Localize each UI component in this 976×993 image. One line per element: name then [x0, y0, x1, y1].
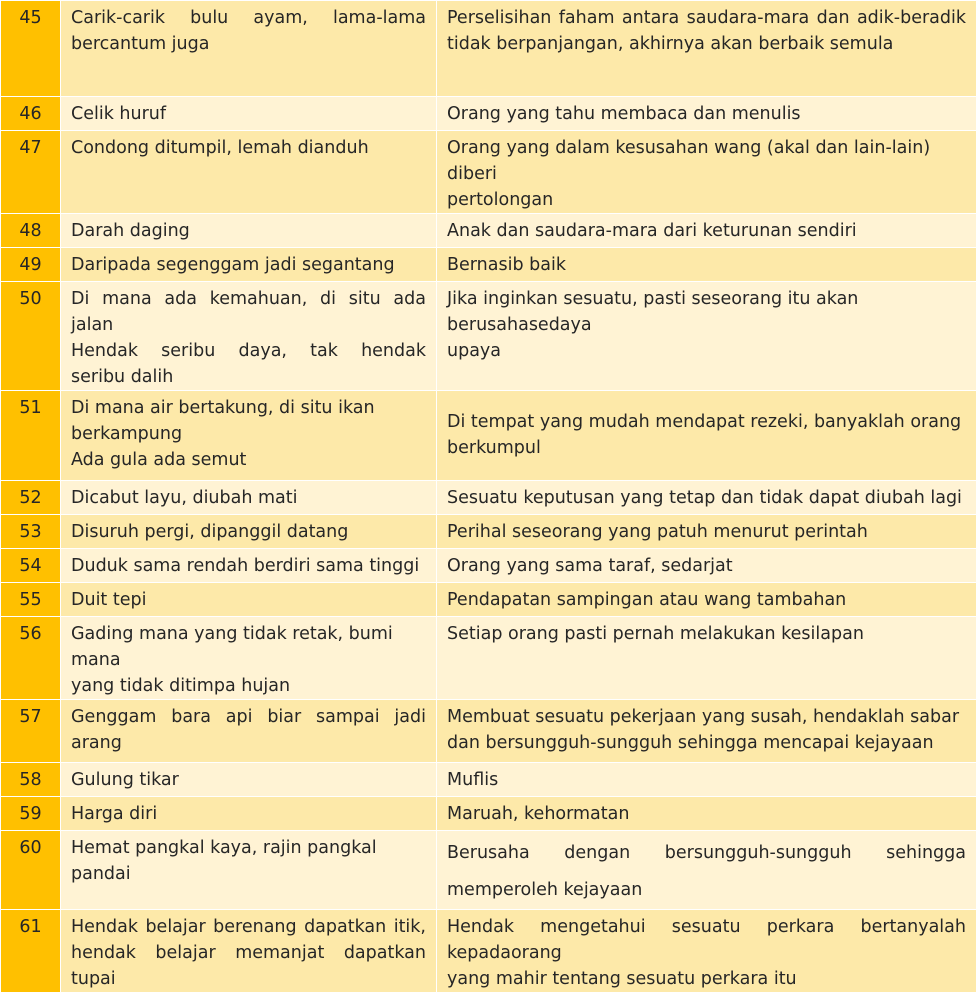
- row-number: 60: [1, 831, 61, 910]
- proverb-line: Celik huruf: [71, 101, 426, 127]
- meaning-line: Di tempat yang mudah mendapat rezeki, banyaklah orang: [447, 409, 966, 435]
- row-number: 58: [1, 763, 61, 797]
- proverb-cell: [61, 282, 437, 391]
- meaning-line: memperoleh kejayaan: [447, 872, 966, 909]
- table-row: [1, 797, 976, 831]
- proverb-cell: [61, 797, 437, 831]
- meaning-line: Orang yang tahu membaca dan menulis: [447, 101, 966, 127]
- meaning-cell: [437, 831, 976, 910]
- meaning-line: berkumpul: [447, 435, 966, 461]
- table-row: [1, 97, 976, 131]
- proverb-cell: [61, 391, 437, 481]
- meaning-cell: [437, 282, 976, 391]
- row-number: 53: [1, 515, 61, 549]
- proverb-cell: [61, 1, 437, 97]
- proverb-line: Di mana air bertakung, di situ ikan: [71, 395, 426, 421]
- table-row: [1, 617, 976, 700]
- meaning-cell: [437, 481, 976, 515]
- proverb-cell: [61, 617, 437, 700]
- proverb-cell: [61, 700, 437, 763]
- row-number: 52: [1, 481, 61, 515]
- proverb-cell: [61, 248, 437, 282]
- row-number: 47: [1, 131, 61, 214]
- meaning-line: Pendapatan sampingan atau wang tambahan: [447, 587, 966, 613]
- row-number: 59: [1, 797, 61, 831]
- proverb-cell: [61, 214, 437, 248]
- meaning-line: Sesuatu keputusan yang tetap dan tidak dapat diubah lagi: [447, 485, 966, 511]
- proverb-line: Duit tepi: [71, 587, 426, 613]
- proverb-line: Hendak belajar berenang dapatkan itik,: [71, 914, 426, 940]
- row-number: 46: [1, 97, 61, 131]
- meaning-cell: [437, 248, 976, 282]
- table-row: [1, 248, 976, 282]
- meaning-cell: [437, 97, 976, 131]
- proverb-line: seribu dalih: [71, 364, 426, 390]
- meaning-line: Membuat sesuatu pekerjaan yang susah, hendaklah sabar: [447, 704, 966, 730]
- proverb-line: Carik-carik bulu ayam, lama-lama: [71, 5, 426, 31]
- meaning-line: Orang yang dalam kesusahan wang (akal dan lain-lain) diberi: [447, 135, 966, 187]
- meaning-cell: [437, 910, 976, 993]
- proverb-line: Di mana ada kemahuan, di situ ada jalan: [71, 286, 426, 338]
- table-row: [1, 910, 976, 993]
- meaning-line: Maruah, kehormatan: [447, 801, 966, 827]
- meaning-line: Hendak mengetahui sesuatu perkara bertanyalah kepadaorang: [447, 914, 966, 966]
- proverb-line: Hendak seribu daya, tak hendak: [71, 338, 426, 364]
- meaning-cell: [437, 214, 976, 248]
- meaning-line: Perihal seseorang yang patuh menurut perintah: [447, 519, 966, 545]
- proverb-line: Harga diri: [71, 801, 426, 827]
- table-row: [1, 763, 976, 797]
- table-row: [1, 391, 976, 481]
- meaning-cell: [437, 700, 976, 763]
- meaning-line: Bernasib baik: [447, 252, 966, 278]
- proverb-line: Gulung tikar: [71, 767, 426, 793]
- meaning-line: Muflis: [447, 767, 966, 793]
- meaning-cell: [437, 583, 976, 617]
- meaning-cell: [437, 1, 976, 97]
- proverb-cell: [61, 515, 437, 549]
- row-number: 61: [1, 910, 61, 993]
- proverb-cell: [61, 97, 437, 131]
- table-row: [1, 549, 976, 583]
- meaning-line: dan bersungguh-sungguh sehingga mencapai kejayaan: [447, 730, 966, 756]
- table-row: [1, 700, 976, 763]
- meaning-cell: [437, 763, 976, 797]
- row-number: 48: [1, 214, 61, 248]
- row-number: 55: [1, 583, 61, 617]
- row-number: 54: [1, 549, 61, 583]
- proverb-cell: [61, 910, 437, 993]
- meaning-line: Jika inginkan sesuatu, pasti seseorang itu akan berusahasedaya: [447, 286, 966, 338]
- table-row: [1, 1, 976, 97]
- meaning-line: Berusaha dengan bersungguh-sungguh sehingga: [447, 835, 966, 872]
- table-row: [1, 515, 976, 549]
- proverb-cell: [61, 131, 437, 214]
- proverb-line: hendak belajar memanjat dapatkan tupai: [71, 940, 426, 992]
- row-number: 57: [1, 700, 61, 763]
- proverb-line: Duduk sama rendah berdiri sama tinggi: [71, 553, 426, 579]
- table-row: [1, 583, 976, 617]
- table-row: [1, 481, 976, 515]
- meaning-line: Orang yang sama taraf, sedarjat: [447, 553, 966, 579]
- proverb-cell: [61, 763, 437, 797]
- meaning-line: tidak berpanjangan, akhirnya akan berbaik semula: [447, 31, 966, 57]
- table-row: [1, 282, 976, 391]
- row-number: 56: [1, 617, 61, 700]
- table-row: [1, 214, 976, 248]
- proverb-line: yang tidak ditimpa hujan: [71, 673, 426, 699]
- proverb-line: Condong ditumpil, lemah dianduh: [71, 135, 426, 161]
- proverb-line: berkampung: [71, 421, 426, 447]
- proverb-line: Hemat pangkal kaya, rajin pangkal pandai: [71, 835, 426, 887]
- meaning-cell: [437, 797, 976, 831]
- proverb-line: Gading mana yang tidak retak, bumi mana: [71, 621, 426, 673]
- meaning-cell: [437, 391, 976, 481]
- proverb-line: Disuruh pergi, dipanggil datang: [71, 519, 426, 545]
- proverb-line: Daripada segenggam jadi segantang: [71, 252, 426, 278]
- table-row: [1, 831, 976, 910]
- meaning-line: Setiap orang pasti pernah melakukan kesilapan: [447, 621, 966, 647]
- meaning-line: upaya: [447, 338, 966, 364]
- table-body: [1, 1, 976, 993]
- row-number: 51: [1, 391, 61, 481]
- proverb-cell: [61, 831, 437, 910]
- proverb-line: Darah daging: [71, 218, 426, 244]
- row-number: 50: [1, 282, 61, 391]
- meaning-line: Anak dan saudara-mara dari keturunan sendiri: [447, 218, 966, 244]
- table-row: [1, 131, 976, 214]
- proverb-cell: [61, 549, 437, 583]
- proverb-cell: [61, 583, 437, 617]
- proverb-line: Ada gula ada semut: [71, 447, 426, 473]
- proverb-cell: [61, 481, 437, 515]
- meaning-line: Perselisihan faham antara saudara-mara dan adik-beradik: [447, 5, 966, 31]
- proverb-line: Genggam bara api biar sampai jadi arang: [71, 704, 426, 756]
- proverb-line: Dicabut layu, diubah mati: [71, 485, 426, 511]
- meaning-cell: [437, 549, 976, 583]
- meaning-cell: [437, 131, 976, 214]
- row-number: 49: [1, 248, 61, 282]
- proverb-line: bercantum juga: [71, 31, 426, 57]
- meaning-cell: [437, 617, 976, 700]
- row-number: 45: [1, 1, 61, 97]
- meaning-cell: [437, 515, 976, 549]
- meaning-line: yang mahir tentang sesuatu perkara itu: [447, 966, 966, 992]
- meaning-line: pertolongan: [447, 187, 966, 213]
